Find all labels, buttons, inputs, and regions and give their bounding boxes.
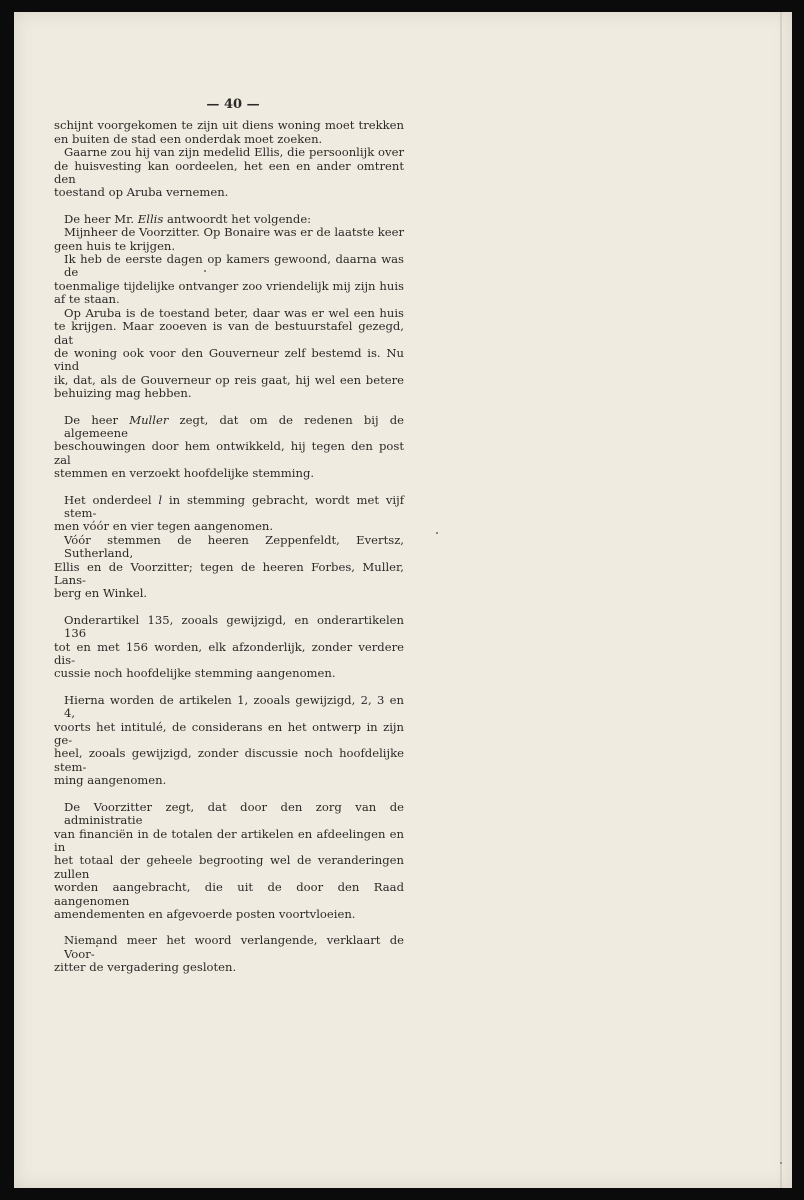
document-page [14, 12, 792, 1188]
text-line: zitter de vergadering gesloten. [54, 960, 237, 975]
text-line: voorts het intitulé, de considerans en het ontwerp in zijn ge- [54, 719, 404, 748]
text-fragment: Het onderdeel [64, 492, 159, 507]
text-fragment: zegt, dat om de redenen bij de algemeene [64, 412, 404, 440]
text-line: heel, zooals gewijzigd, zonder discussie noch hoofdelijke stem- [54, 746, 404, 774]
text-fragment: De heer [64, 412, 130, 427]
text-line: ik, dat, als de Gouverneur op reis gaat, hij wel een betere [54, 372, 404, 387]
text-line: behuizing mag hebben. [54, 386, 192, 401]
text-fragment: De heer Mr. [64, 211, 138, 226]
text-line: Onderartikel 135, zooals gewijzigd, en onderartikelen 136 [64, 612, 404, 641]
paper-speck [436, 532, 438, 534]
text-line: Op Aruba is de toestand beter, daar was er wel een huis [64, 305, 404, 320]
text-line: schijnt voorgekomen te zijn uit diens woning moet trekken [54, 118, 404, 133]
item-letter: l [158, 492, 163, 507]
text-line: Vóór stemmen de heeren Zeppenfeldt, Evertsz, Sutherland, [64, 532, 404, 561]
text-line [54, 414, 404, 441]
text-line: Ik heb de eerste dagen op kamers gewoond, daarna was de [64, 252, 404, 280]
text-line: van financiën in de totalen der artikelen en afdeelingen en in [54, 826, 404, 854]
paragraph-5 [54, 253, 404, 307]
text-line: geen huis te krijgen. [54, 238, 176, 253]
text-line: Mijnheer de Voorzitter. Op Bonaire was er de laatste keer [64, 225, 404, 240]
paragraph-11 [54, 694, 404, 788]
text-line: af te staan. [54, 292, 120, 307]
text-fragment: in stemming gebracht, wordt met vijf stem- [64, 492, 404, 520]
text-line: Gaarne zou hij van zijn medelid Ellis, die persoonlijk over [64, 145, 404, 160]
text-line: Ellis en de Voorzitter; tegen de heeren Forbes, Muller, Lans- [54, 559, 404, 587]
text-line: De Voorzitter zegt, dat door den zorg van de administratie [64, 799, 404, 828]
text-line: stemmen en verzoekt hoofdelijke stemming. [54, 466, 315, 481]
paragraph-6 [54, 307, 404, 401]
text-line: de woning ook voor den Gouverneur zelf bestemd is. Nu vind [54, 345, 404, 374]
paragraph-2 [54, 146, 404, 200]
text-line: de huisvesting kan oordeelen, het een en ander omtrent den [54, 158, 404, 187]
text-line: Hierna worden de artikelen 1, zooals gewijzigd, 2, 3 en 4, [64, 692, 404, 721]
text-line: te krijgen. Maar zooeven is van de bestuurstafel gezegd, dat [54, 319, 404, 347]
paragraph-4 [54, 226, 404, 253]
paragraph-7 [54, 414, 404, 481]
paragraph-1 [54, 119, 404, 146]
paper-speck [780, 1162, 782, 1164]
text-line: tot en met 156 worden, elk afzonderlijk, zonder verdere dis- [54, 639, 404, 668]
text-line: beschouwingen door hem ontwikkeld, hij tegen den post zal [54, 439, 404, 467]
paragraph-13 [54, 934, 404, 974]
paragraph-9 [54, 534, 404, 601]
text-line: berg en Winkel. [54, 586, 148, 601]
text-line: ming aangenomen. [54, 773, 167, 788]
text-line: cussie noch hoofdelijke stemming aangenomen. [54, 666, 336, 681]
text-line [54, 494, 404, 521]
text-line: het totaal der geheele begrooting wel de veranderingen zullen [54, 853, 404, 881]
text-line: worden aangebracht, die uit de door den Raad aangenomen [54, 880, 404, 908]
text-line: toenmalige tijdelijke ontvanger zoo vriendelijk mij zijn huis [54, 278, 404, 293]
speaker-name: Muller [129, 412, 169, 427]
paragraph-3 [54, 213, 404, 226]
text-line [54, 213, 404, 226]
text-line: men vóór en vier tegen aangenomen. [54, 519, 274, 534]
text-line: Niemand meer het woord verlangende, verklaart de Voor- [64, 933, 404, 961]
paragraph-12 [54, 801, 404, 922]
page-number: — 40 — [206, 97, 260, 112]
text-line: amendementen en afgevoerde posten voortvloeien. [54, 906, 356, 921]
text-fragment: antwoordt het volgende: [163, 211, 312, 226]
paragraph-8 [54, 494, 404, 534]
paragraph-10 [54, 614, 404, 681]
text-column [54, 98, 404, 988]
text-line: toestand op Aruba vernemen. [54, 185, 229, 200]
speaker-name: Ellis [137, 211, 164, 226]
text-line: en buiten de stad een onderdak moet zoeken. [54, 131, 323, 146]
